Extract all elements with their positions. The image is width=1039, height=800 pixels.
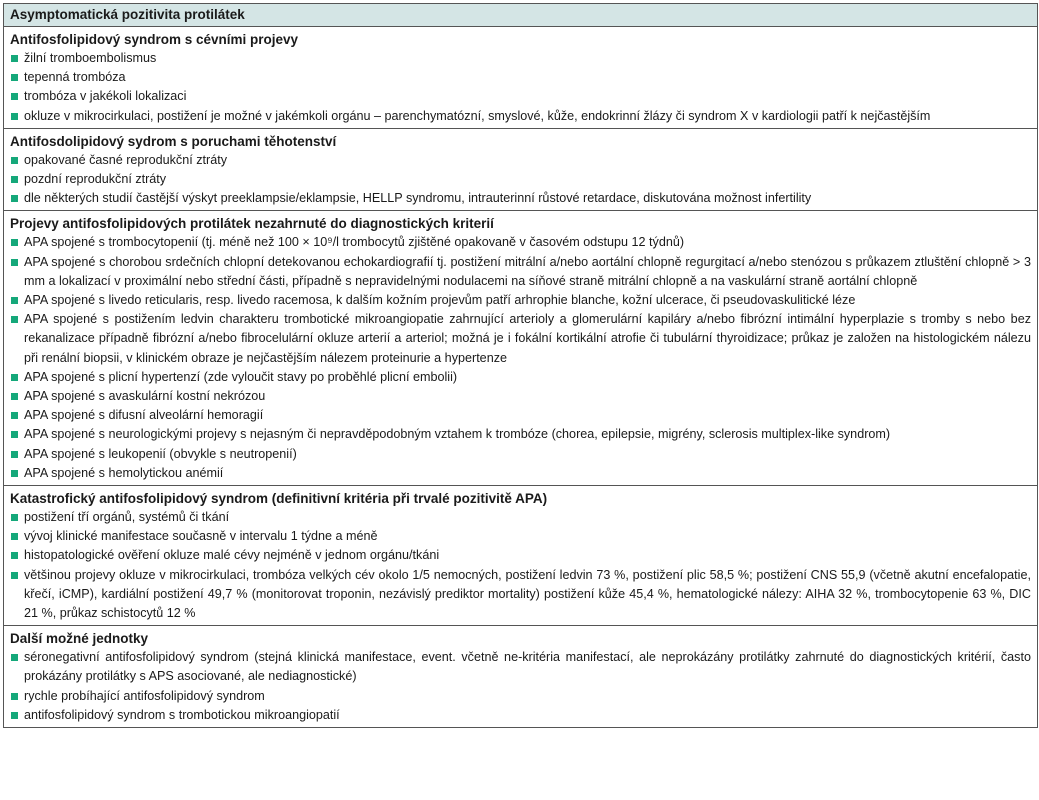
list-item-text: antifosfolipidový syndrom s trombotickou mikroangiopatií — [24, 707, 340, 722]
section-heading: Katastrofický antifosfolipidový syndrom (definitivní kritéria při trvalé pozitivitě APA) — [10, 491, 548, 507]
list-item — [10, 310, 1031, 368]
square-bullet-icon — [11, 552, 18, 559]
section-heading: Projevy antifosfolipidových protilátek nezahrnuté do diagnostických kriterií — [10, 216, 494, 232]
square-bullet-icon — [11, 176, 18, 183]
list-item-text: APA spojené s postižením ledvin charakteru trombotické mikroangiopatie zahrnující arterioly a glomerulární kapiláry a/nebo fibrózní intimální hyperplazie s tromby s nebo bez rekanalizace případně fibrózní a/nebo fibrocelulární okluze arterií a arteriol; možná je i fokální kortikální atrofie či tubulární thyroidizace; průkaz je založen na histologickém nálezu při renální biopsii, v klinickém obraze je nejčastějším nálezem proteinurie a hypertenze — [24, 312, 1031, 365]
square-bullet-icon — [11, 572, 18, 579]
list-item — [10, 406, 1031, 425]
list-item-text: okluze v mikrocirkulaci, postižení je možné v jakémkoli orgánu – parenchymatózní, smyslové, kůže, endokrinní žlázy či syndrom X v kardiologii patří k nejčastějším — [24, 108, 931, 123]
list-item — [10, 49, 1031, 68]
square-bullet-icon — [11, 239, 18, 246]
list-item — [10, 546, 1031, 565]
list-item — [10, 527, 1031, 546]
list-item — [10, 170, 1031, 189]
list-item-text: APA spojené s difusní alveolární hemoragií — [24, 408, 264, 423]
section-heading: Antifosdolipidový sydrom s poruchami těhotenství — [10, 133, 337, 149]
list-item-text: většinou projevy okluze v mikrocirkulaci, trombóza velkých cév okolo 1/5 nemocných, postižení ledvin 73 %, postižení plic 58,5 %; postižení CNS 55,9 (včetně akutní encefalopatie, křečí, iCMP), kardiální postižení 49,7 % (monitorovat troponin, nezávislý prediktor mortality) postižení kůže 45,4 %, hematologické nálezy: AIHA 32 %, trombocytopenie 63 %, DIC 21 %, průkaz schistocytů 12 % — [24, 567, 1031, 621]
list-item — [10, 233, 1031, 252]
table-section — [4, 486, 1037, 626]
list-item-text: opakované časné reprodukční ztráty — [24, 152, 228, 167]
square-bullet-icon — [11, 259, 18, 266]
list-item-text: postižení tří orgánů, systémů či tkání — [24, 510, 230, 525]
list-item-text: dle některých studií častější výskyt preeklampsie/eklampsie, HELLP syndromu, intrauterinní růstové retardace, diskutována možnost infertility — [24, 191, 812, 206]
square-bullet-icon — [11, 712, 18, 719]
list-item — [10, 151, 1031, 170]
list-item-text: tepenná trombóza — [24, 70, 126, 85]
section-heading: Další možné jednotky — [10, 631, 149, 647]
list-item-text: séronegativní antifosfolipidový syndrom (stejná klinická manifestace, event. včetně ne-kritéria manifestací, ale neprokázány protilátky zahrnuté do diagnostických kritérií, často prokázány protilátky s APS asociované, ale nediagnostické) — [24, 650, 1031, 684]
list-item-text: pozdní reprodukční ztráty — [24, 172, 167, 187]
list-item — [10, 291, 1031, 310]
list-item-text: APA spojené s chorobou srdečních chlopní detekovanou echokardiografií tj. postižení mitrální a/nebo aortální chlopně regurgitací a/nebo stenózou s průkazem ztluštění chlopně > 3 mm a lokalizací v proximální nebo střední části, případně s nepravidelnými nodulacemi na síňové straně mitrální chlopně a na vaskulární straně aortální chlopně — [24, 254, 1031, 288]
list-item — [10, 387, 1031, 406]
list-item — [10, 464, 1031, 483]
table-body — [4, 27, 1037, 727]
list-item — [10, 253, 1031, 291]
list-item — [10, 706, 1031, 725]
list-item-text: trombóza v jakékoli lokalizaci — [24, 89, 187, 104]
list-item-text: APA spojené s avaskulární kostní nekrózou — [24, 389, 266, 404]
square-bullet-icon — [11, 55, 18, 62]
square-bullet-icon — [11, 157, 18, 164]
table-section — [4, 211, 1037, 486]
table-section — [4, 626, 1037, 727]
list-item-text: APA spojené s livedo reticularis, resp. livedo racemosa, k dalším kožním projevům patří arhrophie blanche, kožní ulcerace, či pseudovaskulitické léze — [24, 293, 856, 308]
list-item-text: vývoj klinické manifestace současně v intervalu 1 týdne a méně — [24, 529, 378, 544]
square-bullet-icon — [11, 393, 18, 400]
list-item-text: histopatologické ověření okluze malé cévy nejméně v jednom orgánu/tkáni — [24, 548, 440, 563]
square-bullet-icon — [11, 654, 18, 661]
square-bullet-icon — [11, 693, 18, 700]
table-section — [4, 27, 1037, 129]
square-bullet-icon — [11, 412, 18, 419]
square-bullet-icon — [11, 93, 18, 100]
list-item — [10, 445, 1031, 464]
list-item — [10, 368, 1031, 387]
list-item-text: APA spojené s leukopenií (obvykle s neutropenií) — [24, 446, 297, 461]
criteria-table — [3, 3, 1038, 728]
square-bullet-icon — [11, 451, 18, 458]
list-item-text: APA spojené s hemolytickou anémií — [24, 465, 224, 480]
list-item — [10, 687, 1031, 706]
list-item — [10, 508, 1031, 527]
list-item-text: APA spojené s trombocytopenií (tj. méně než 100 × 10⁹/l trombocytů zjištěné opakovaně v časovém odstupu 12 týdnů) — [24, 235, 685, 250]
section-heading: Antifosfolipidový syndrom s cévními projevy — [10, 32, 299, 47]
list-item — [10, 566, 1031, 624]
list-item-text: rychle probíhající antifosfolipidový syndrom — [24, 688, 265, 703]
square-bullet-icon — [11, 431, 18, 438]
list-item — [10, 107, 1031, 126]
table-title: Asymptomatická pozitivita protilátek — [4, 4, 1037, 27]
square-bullet-icon — [11, 533, 18, 540]
list-item — [10, 68, 1031, 87]
square-bullet-icon — [11, 74, 18, 81]
square-bullet-icon — [11, 470, 18, 477]
list-item — [10, 189, 1031, 208]
table-section — [4, 129, 1037, 212]
list-item — [10, 425, 1031, 444]
square-bullet-icon — [11, 297, 18, 304]
square-bullet-icon — [11, 514, 18, 521]
square-bullet-icon — [11, 316, 18, 323]
list-item-text: APA spojené s neurologickými projevy s nejasným či nepravděpodobným vztahem k trombóze (chorea, epilepsie, migrény, sclerosis multiplex-like syndrom) — [24, 427, 891, 442]
list-item — [10, 87, 1031, 106]
list-item-text: žilní tromboembolismus — [24, 51, 157, 65]
list-item-text: APA spojené s plicní hypertenzí (zde vyloučit stavy po proběhlé plicní embolii) — [24, 369, 458, 384]
square-bullet-icon — [11, 374, 18, 381]
square-bullet-icon — [11, 113, 18, 120]
square-bullet-icon — [11, 195, 18, 202]
list-item — [10, 648, 1031, 686]
